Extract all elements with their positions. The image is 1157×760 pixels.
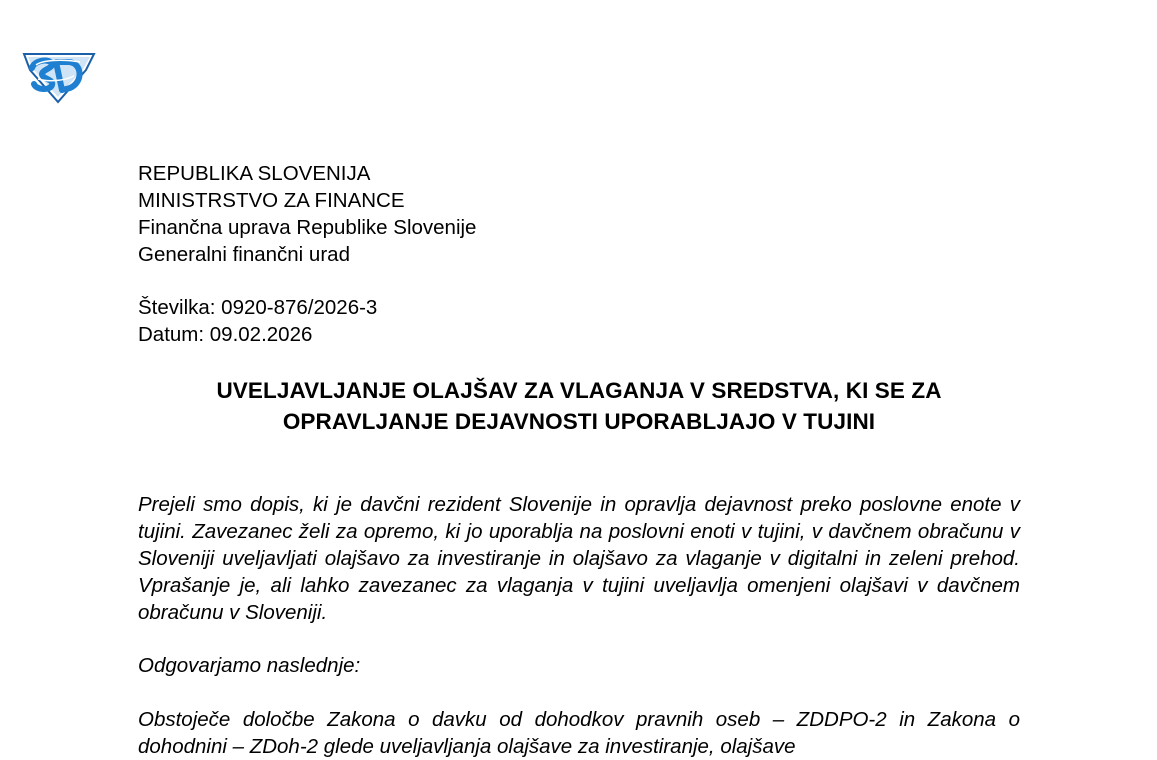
- header-line-administration: Finančna uprava Republike Slovenije: [138, 216, 477, 239]
- document-date: Datum: 09.02.2026: [138, 323, 313, 346]
- title-line-2: OPRAVLJANJE DEJAVNOSTI UPORABLJAJO V TUJINI: [282, 409, 876, 434]
- sd-logo-icon: [22, 48, 96, 104]
- document-number: Številka: 0920-876/2026-3: [138, 296, 378, 319]
- issuer-header: [138, 160, 476, 268]
- document-title: [138, 375, 1020, 437]
- header-line-office: Generalni finančni urad: [138, 243, 350, 266]
- paragraph-inquiry: Prejeli smo dopis, ki je davčni rezident Slovenije in opravlja dejavnost preko poslovne enote v tujini. Zavezanec želi za opremo, ki jo uporablja na poslovni enoti v tujini, v davčnem obračunu v Sloveniji uveljavljati olajšavo za investiranje in olajšavo za vlaganje v digitalni in zeleni prehod. Vprašanje je, ali lahko zavezanec za vlaganja v tujini uveljavlja omenjeni olajšavi v davčnem obračunu v Sloveniji.: [138, 493, 1020, 624]
- header-line-republic: REPUBLIKA SLOVENIJA: [138, 162, 371, 185]
- paragraph-answer-intro: Odgovarjamo naslednje:: [138, 654, 361, 677]
- paragraph-legal-basis: Obstoječe določbe Zakona o davku od dohodkov pravnih oseb – ZDDPO-2 in Zakona o dohodnini – ZDoh-2 glede uveljavljanja olajšave za investiranje, olajšave: [138, 708, 1020, 758]
- title-line-1: UVELJAVLJANJE OLAJŠAV ZA VLAGANJA V SREDSTVA, KI SE ZA: [216, 378, 942, 403]
- sd-logo: [22, 48, 96, 104]
- header-line-ministry: MINISTRSTVO ZA FINANCE: [138, 189, 405, 212]
- document-meta: [138, 294, 377, 348]
